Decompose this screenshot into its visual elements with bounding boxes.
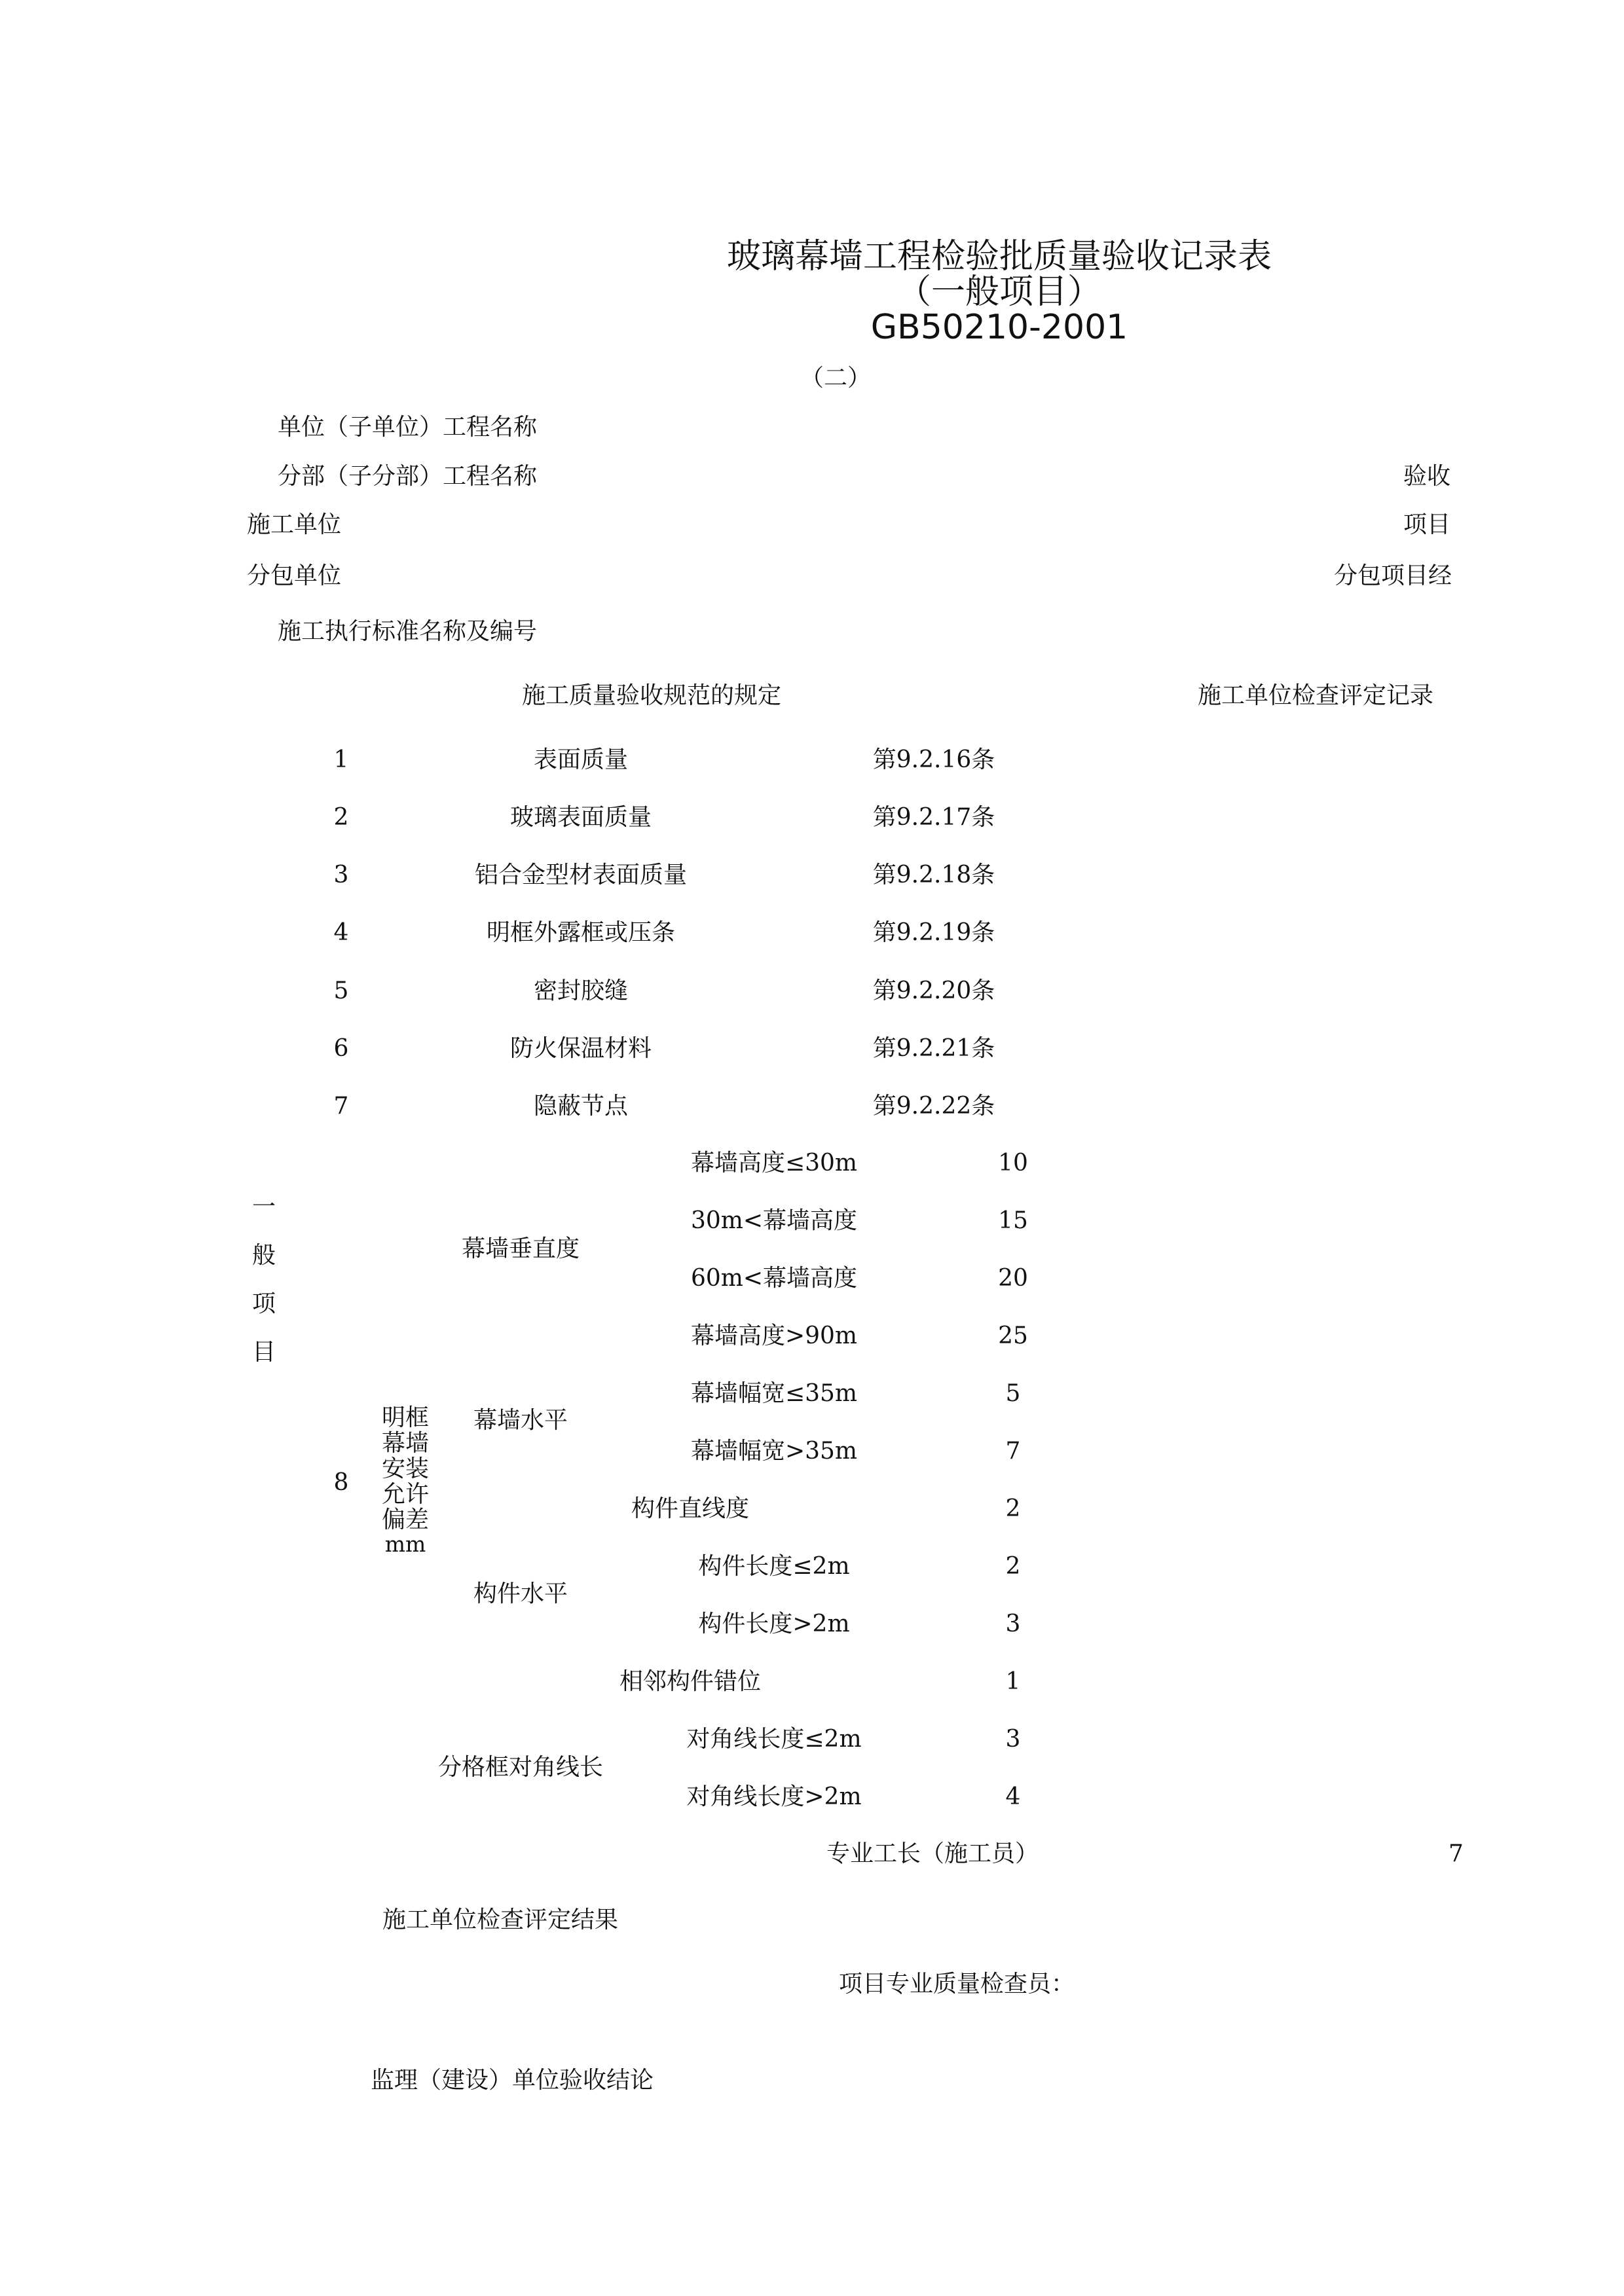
group-horizontal: 幕墙水平 <box>473 1407 568 1434</box>
tolerance-condition: 60m<幕墙高度 <box>690 1265 858 1292</box>
group-label-line: mm <box>384 1531 426 1558</box>
unit-project-label: 单位（子单位）工程名称 <box>278 414 538 441</box>
page-part: （二） <box>800 365 872 392</box>
item-clause: 第9.2.16条 <box>872 746 995 773</box>
tolerance-condition: 幕墙幅宽>35m <box>690 1438 858 1465</box>
sub-manager-label: 分包项目经 <box>1334 562 1452 589</box>
item-no: 3 <box>333 862 349 888</box>
group-verticality: 幕墙垂直度 <box>461 1235 580 1262</box>
supervision-label: 监理（建设）单位验收结论 <box>371 2067 654 2094</box>
inspector-label: 项目专业质量检查员： <box>839 1971 1075 1997</box>
group-label-line: 偏差 <box>381 1506 430 1533</box>
tolerance-condition: 构件直线度 <box>631 1495 750 1522</box>
item-name: 隐蔽节点 <box>533 1093 629 1120</box>
tolerance-value: 7 <box>1005 1438 1021 1465</box>
tolerance-condition: 对角线长度≤2m <box>686 1726 862 1753</box>
item-name: 防火保温材料 <box>509 1035 652 1062</box>
tolerance-value: 1 <box>1005 1668 1021 1695</box>
item-clause: 第9.2.20条 <box>872 977 995 1004</box>
acceptance-label: 验收 <box>1403 463 1451 490</box>
item-no: 7 <box>333 1093 349 1120</box>
tolerance-condition: 对角线长度>2m <box>686 1783 862 1810</box>
edge-mark: 7 <box>1449 1840 1464 1867</box>
standard-code: GB50210-2001 <box>870 308 1128 347</box>
item-clause: 第9.2.22条 <box>872 1093 995 1120</box>
item-clause: 第9.2.17条 <box>872 804 995 831</box>
group-label-line: 明框 <box>381 1404 430 1431</box>
tolerance-condition: 幕墙高度>90m <box>690 1322 858 1349</box>
item8-group-label <box>382 1406 429 1556</box>
tolerance-condition: 构件长度≤2m <box>698 1553 850 1580</box>
group-member-level: 构件水平 <box>473 1580 568 1607</box>
tolerance-value: 15 <box>998 1207 1028 1234</box>
tolerance-value: 2 <box>1005 1553 1021 1580</box>
group-label-line: 幕墙 <box>381 1429 430 1457</box>
item-no: 4 <box>333 919 349 946</box>
constructor-label: 施工单位 <box>247 511 342 538</box>
item-clause: 第9.2.21条 <box>872 1035 995 1062</box>
tolerance-condition: 30m<幕墙高度 <box>690 1207 858 1234</box>
item-name: 密封胶缝 <box>533 977 629 1004</box>
tolerance-value: 3 <box>1005 1611 1021 1637</box>
item-no: 1 <box>333 746 349 773</box>
general-label-char: 一 <box>251 1194 276 1220</box>
check-result-label: 施工单位检查评定结果 <box>382 1906 619 1933</box>
item-no: 5 <box>333 977 349 1004</box>
tolerance-value: 3 <box>1005 1726 1021 1753</box>
record-column-header: 施工单位检查评定记录 <box>1197 682 1434 709</box>
item-name: 表面质量 <box>533 746 629 773</box>
item-no: 6 <box>333 1035 349 1062</box>
item-no: 2 <box>333 804 349 831</box>
tolerance-value: 25 <box>998 1322 1028 1349</box>
item-name: 玻璃表面质量 <box>509 804 652 831</box>
tolerance-condition: 相邻构件错位 <box>619 1668 762 1695</box>
tolerance-condition: 幕墙高度≤30m <box>690 1150 858 1176</box>
item-clause: 第9.2.18条 <box>872 862 995 888</box>
tolerance-value: 4 <box>1005 1783 1021 1810</box>
tolerance-value: 5 <box>1005 1380 1021 1407</box>
form-title: 玻璃幕墙工程检验批质量验收记录表 <box>726 237 1272 276</box>
group-diagonal: 分格框对角线长 <box>437 1754 604 1781</box>
item8-no: 8 <box>333 1469 349 1496</box>
sub-project-label: 分部（子分部）工程名称 <box>278 463 538 490</box>
tolerance-value: 10 <box>998 1150 1028 1176</box>
tolerance-condition: 幕墙幅宽≤35m <box>690 1380 858 1407</box>
tolerance-value: 2 <box>1005 1495 1021 1522</box>
general-label-char: 目 <box>251 1339 276 1366</box>
tolerance-condition: 构件长度>2m <box>698 1611 850 1637</box>
project-label: 项目 <box>1403 511 1451 538</box>
general-label-char: 般 <box>251 1242 276 1269</box>
foreman-label: 专业工长（施工员） <box>826 1840 1039 1867</box>
item-name: 铝合金型材表面质量 <box>474 862 688 888</box>
subcontractor-label: 分包单位 <box>247 562 342 589</box>
item-clause: 第9.2.19条 <box>872 919 995 946</box>
tolerance-value: 20 <box>998 1265 1028 1292</box>
spec-column-header: 施工质量验收规范的规定 <box>521 682 782 709</box>
group-label-line: 安装 <box>381 1455 430 1482</box>
group-label-line: 允许 <box>381 1480 430 1508</box>
item-name: 明框外露框或压条 <box>486 919 676 946</box>
general-label-char: 项 <box>251 1290 276 1317</box>
form-subtitle: （一般项目） <box>896 272 1102 312</box>
standard-label: 施工执行标准名称及编号 <box>278 618 538 645</box>
